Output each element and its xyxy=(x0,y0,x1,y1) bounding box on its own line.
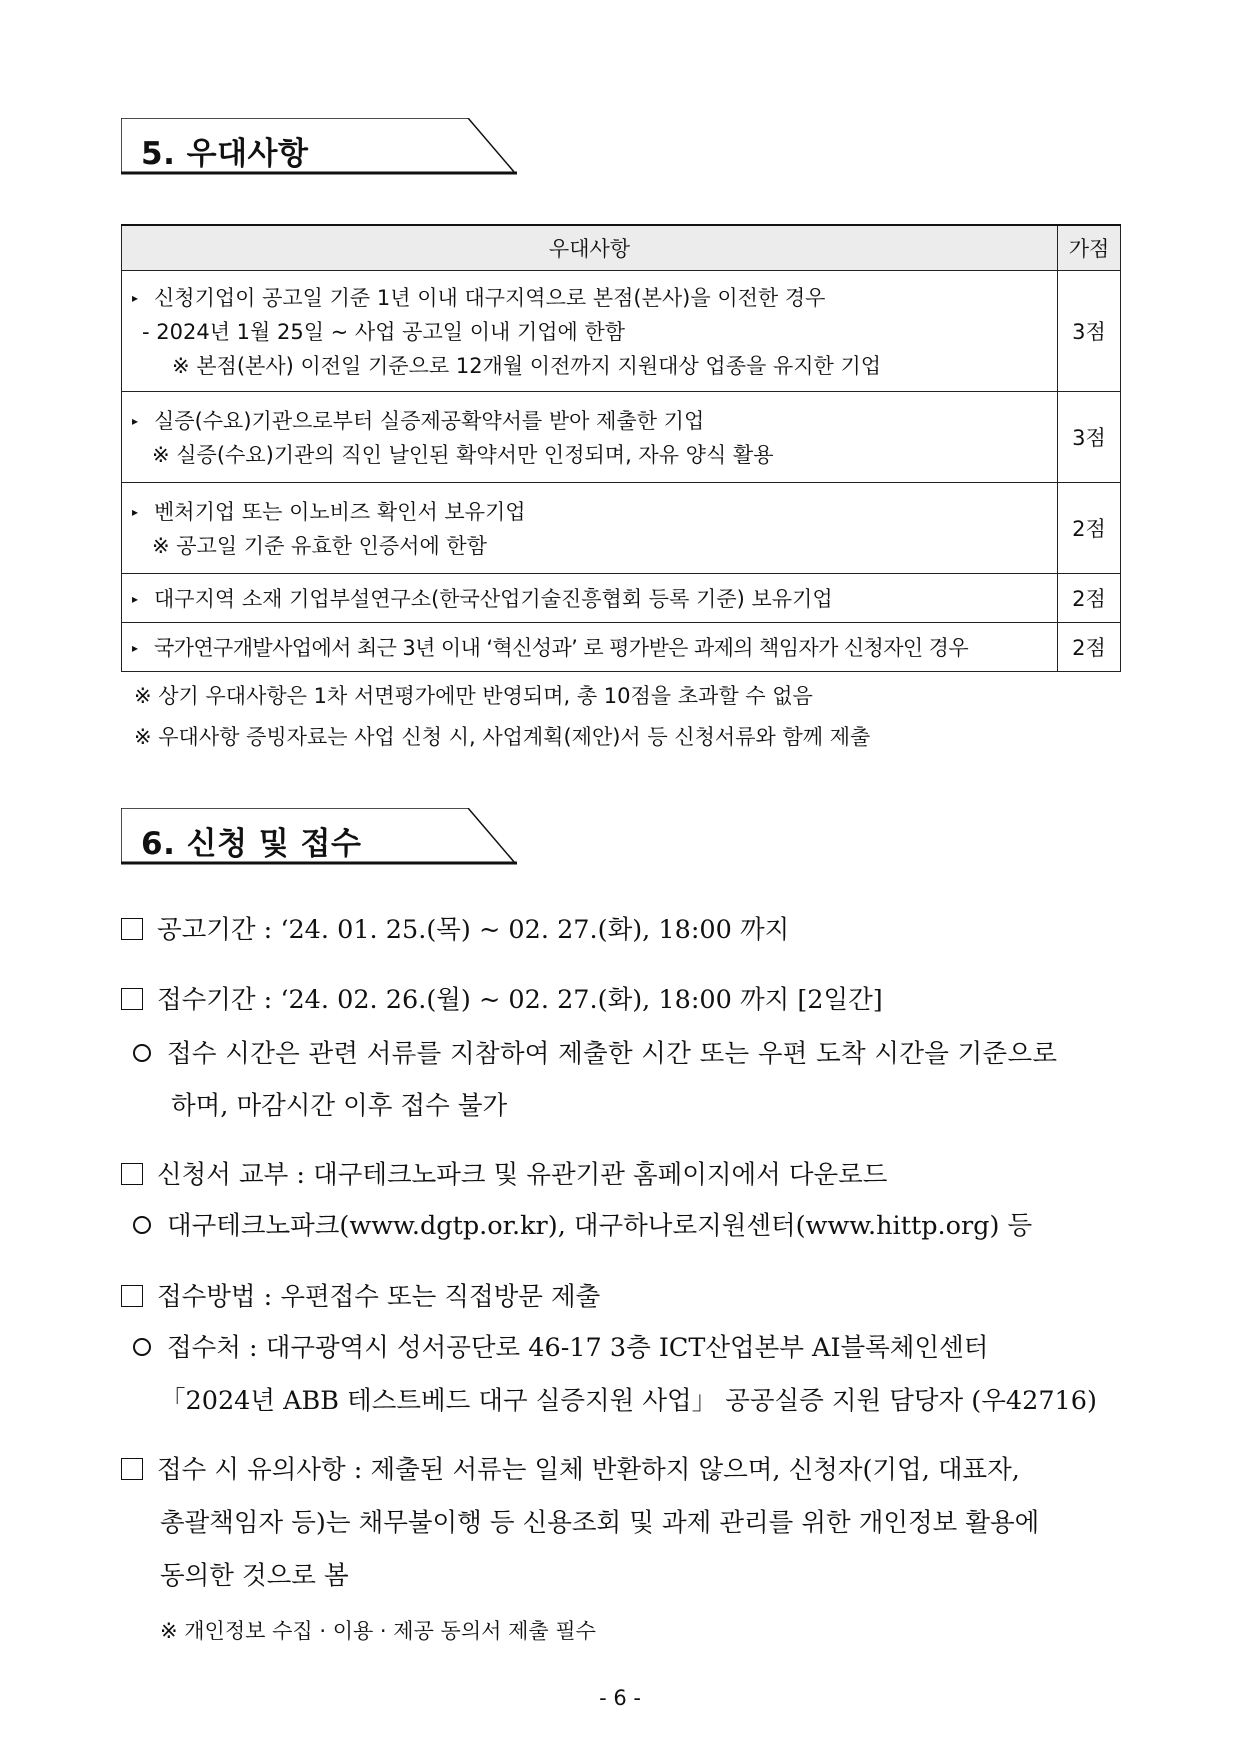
header-points: 가점 xyxy=(1058,225,1121,271)
table-header-row xyxy=(122,225,1121,271)
caution-item xyxy=(121,1450,1020,1486)
notice-period-item xyxy=(121,910,789,946)
preference-table xyxy=(121,224,1121,672)
bullet-icon: ▸ xyxy=(132,505,139,519)
checkbox-square-icon xyxy=(121,1285,143,1307)
row-text: 신청기업이 공고일 기준 1년 이내 대구지역으로 본점(본사)을 이전한 경우 xyxy=(154,286,826,310)
section-5-heading xyxy=(121,118,517,176)
receipt-period-item xyxy=(121,980,883,1016)
form-distribution-subitem xyxy=(133,1206,1032,1242)
row-note: ※ 공고일 기준 유효한 인증서에 한함 xyxy=(152,534,487,558)
caution-text-continued: 총괄책임자 등)는 채무불이행 등 신용조회 및 과제 관리를 위한 개인정보 활용에 xyxy=(160,1508,1040,1538)
checkbox-square-icon xyxy=(121,1458,143,1480)
section-6-title: 6. 신청 및 접수 xyxy=(141,826,362,862)
row-points: 3점 xyxy=(1058,271,1121,392)
page-number: - 6 - xyxy=(599,1686,641,1710)
form-distribution-item xyxy=(121,1155,887,1191)
row-text: 실증(수요)기관으로부터 실증제공확약서를 받아 제출한 기업 xyxy=(154,409,705,433)
receipt-period-sub-continued: 하며, 마감시간 이후 접수 불가 xyxy=(171,1091,508,1121)
form-distribution-text: 신청서 교부 : 대구테크노파크 및 유관기관 홈페이지에서 다운로드 xyxy=(157,1160,888,1190)
circle-bullet-icon xyxy=(133,1216,151,1234)
receipt-method-item xyxy=(121,1277,600,1313)
caution-text: 접수 시 유의사항 : 제출된 서류는 일체 반환하지 않으며, 신청자(기업, 대표자, xyxy=(157,1455,1020,1485)
table-row xyxy=(122,483,1121,574)
checkbox-square-icon xyxy=(121,1163,143,1185)
row-text: 대구지역 소재 기업부설연구소(한국산업기술진흥협회 등록 기준) 보유기업 xyxy=(154,587,833,611)
bullet-icon: ▸ xyxy=(132,592,139,606)
bullet-icon: ▸ xyxy=(132,414,139,428)
notice-period-text: 공고기간 : ‘24. 01. 25.(목) ~ 02. 27.(화), 18:00 까지 xyxy=(157,915,790,945)
receipt-period-text: 접수기간 : ‘24. 02. 26.(월) ~ 02. 27.(화), 18:00 까지 [2일간] xyxy=(157,985,883,1015)
receipt-contact-text: 「2024년 ABB 테스트베드 대구 실증지원 사업」 공공실증 지원 담당자 (우42716) xyxy=(160,1386,1097,1416)
receipt-address-text: 접수처 : 대구광역시 성서공단로 46-17 3층 ICT산업본부 AI블록체인센터 xyxy=(167,1333,989,1363)
table-footnote: ※ 상기 우대사항은 1차 서면평가에만 반영되며, 총 10점을 초과할 수 없음 xyxy=(134,684,813,708)
bullet-icon: ▸ xyxy=(132,291,139,305)
row-points: 3점 xyxy=(1058,392,1121,483)
row-points: 2점 xyxy=(1058,574,1121,623)
table-footnote: ※ 우대사항 증빙자료는 사업 신청 시, 사업계획(제안)서 등 신청서류와 함께 제출 xyxy=(134,725,871,749)
bullet-icon: ▸ xyxy=(132,641,138,655)
receipt-method-text: 접수방법 : 우편접수 또는 직접방문 제출 xyxy=(157,1282,601,1312)
row-points: 2점 xyxy=(1058,623,1121,672)
section-6-heading xyxy=(121,808,517,866)
row-text: 국가연구개발사업에서 최근 3년 이내 ‘혁신성과’ 로 평가받은 과제의 책임자가 신청자인 경우 xyxy=(154,636,969,660)
form-distribution-sub-text: 대구테크노파크(www.dgtp.or.kr), 대구하나로지원센터(www.hittp.org) 등 xyxy=(167,1211,1033,1241)
section-5-title: 5. 우대사항 xyxy=(141,136,309,172)
table-row xyxy=(122,271,1121,392)
receipt-method-subitem xyxy=(133,1328,988,1364)
row-note: ※ 본점(본사) 이전일 기준으로 12개월 이전까지 지원대상 업종을 유지한 기업 xyxy=(172,354,882,378)
table-row xyxy=(122,574,1121,623)
row-note: ※ 실증(수요)기관의 직인 날인된 확약서만 인정되며, 자유 양식 활용 xyxy=(152,443,774,467)
privacy-consent-note: ※ 개인정보 수집 · 이용 · 제공 동의서 제출 필수 xyxy=(160,1619,596,1643)
row-text: 벤처기업 또는 이노비즈 확인서 보유기업 xyxy=(154,500,526,524)
row-subline: - 2024년 1월 25일 ~ 사업 공고일 이내 기업에 한함 xyxy=(142,320,626,344)
header-item: 우대사항 xyxy=(122,225,1058,271)
circle-bullet-icon xyxy=(133,1044,151,1062)
receipt-period-subitem xyxy=(133,1034,1057,1070)
checkbox-square-icon xyxy=(121,988,143,1010)
circle-bullet-icon xyxy=(133,1338,151,1356)
table-row xyxy=(122,623,1121,672)
table-row xyxy=(122,392,1121,483)
checkbox-square-icon xyxy=(121,918,143,940)
receipt-period-sub-text: 접수 시간은 관련 서류를 지참하여 제출한 시간 또는 우편 도착 시간을 기준으로 xyxy=(167,1039,1058,1069)
row-points: 2점 xyxy=(1058,483,1121,574)
caution-text-continued: 동의한 것으로 봄 xyxy=(160,1561,349,1591)
